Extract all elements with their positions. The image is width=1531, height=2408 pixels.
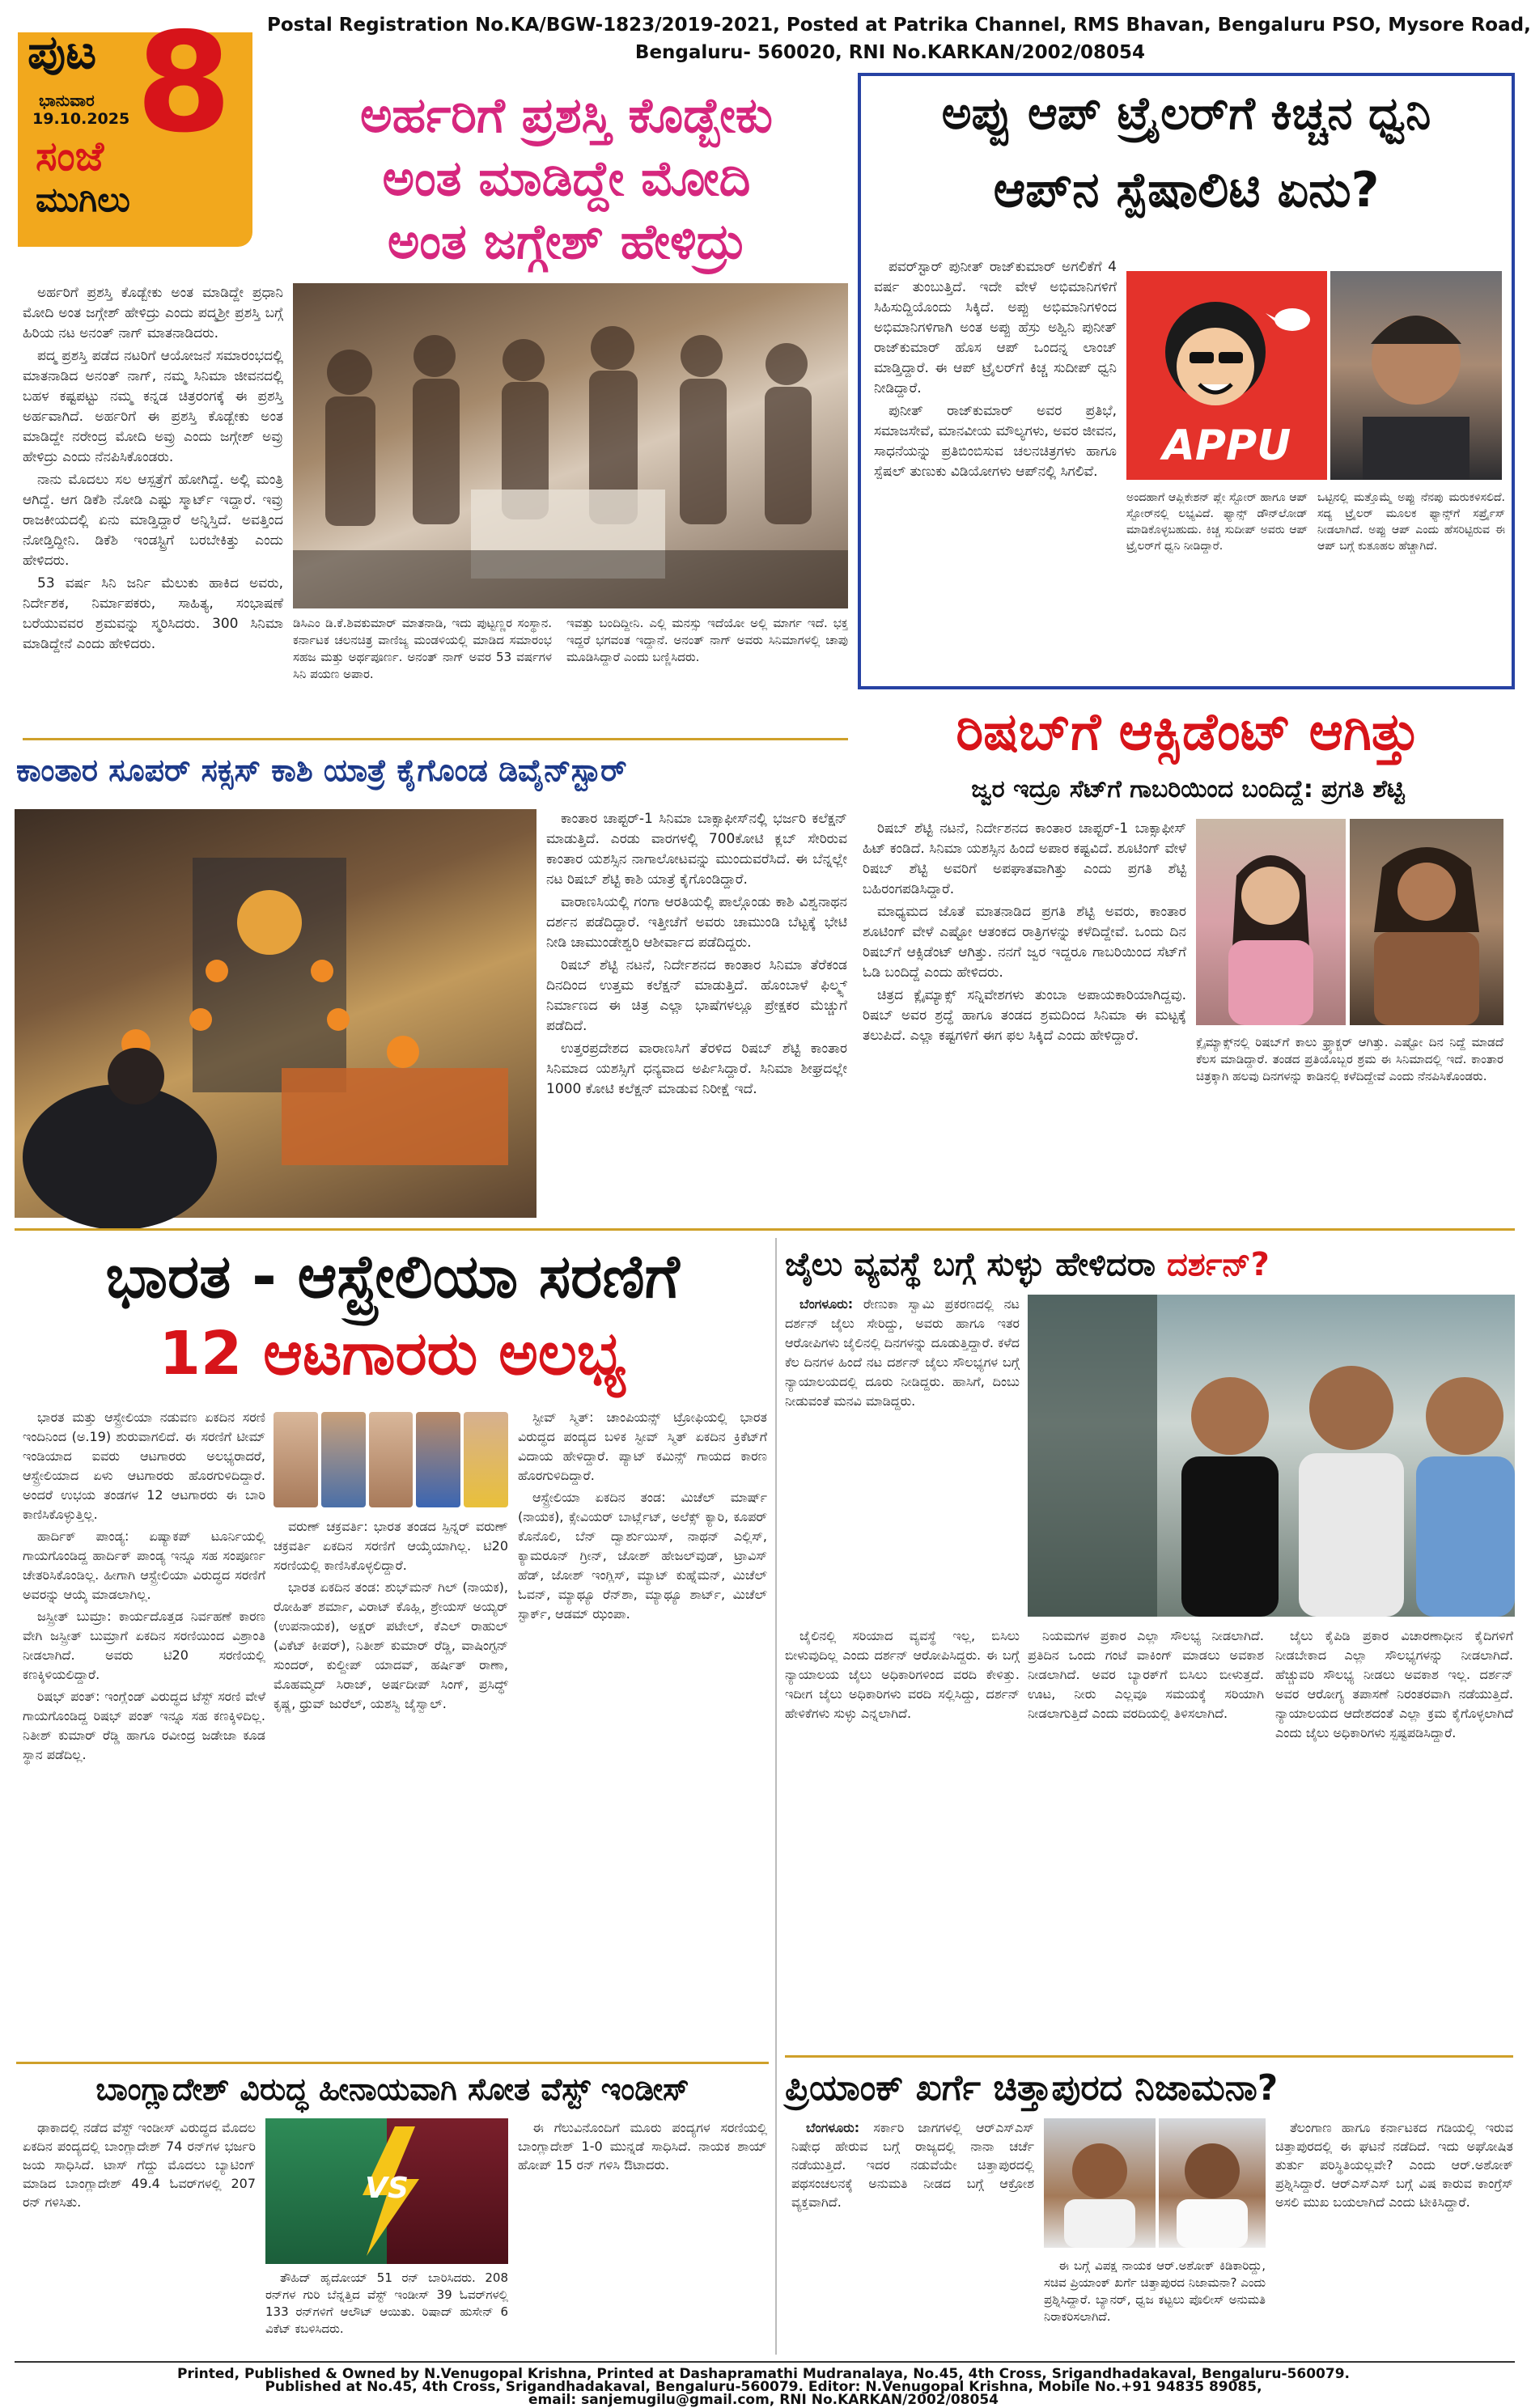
priyank-body-column-2 (1044, 2258, 1266, 2355)
jaggesh-headline-2: ಅಂತ ಮಾಡಿದ್ದೇ ಮೋದಿ (382, 150, 751, 207)
priyank-body-p1: ಸರ್ಕಾರಿ ಜಾಗಗಳಲ್ಲಿ ಆರ್‌ಎಸ್‌ಎಸ್ ನಿಷೇಧ ಹೇರುವ ಬಗ್ಗೆ ರಾಜ್ಯದಲ್ಲಿ ನಾನಾ ಚರ್ಚೆ ನಡೆಯುತ್ತಿದೆ. ಇದರ ನಡುವೆಯೇ ಚಿತ್ತಾಪುರದಲ್ಲಿ ಪಥಸಂಚಲನಕ್ಕೆ ಅನುಮತಿ ನೀಡದ ಬಗ್ಗೆ ಆಕ್ರೋಶ ವ್ಯಕ್ತವಾಗಿದೆ. (791, 2120, 1034, 2210)
cricket-body-p8: ಆಸ್ಟ್ರೇಲಿಯಾ ಏಕದಿನ ತಂಡ: ಮಿಚೆಲ್ ಮಾರ್ಷ್ (ನಾಯಕ), ಕ್ಸೇವಿಯರ್ ಬಾರ್ಟ್ಲೆಟ್, ಅಲೆಕ್ಸ್ ಕ್ಯಾರಿ, ಕೂಪರ್ ಕೊನೊಲಿ, ಬೆನ್ ದ್ವಾರ್ಶುಯಿಸ್, ನಾಥನ್ ಎಲ್ಲಿಸ್, ಕ್ಯಾಮರೂನ್ ಗ್ರೀನ್, ಜೋಶ್ ಹೇಜಲ್‌ವುಡ್, ಟ್ರಾವಿಸ್ ಹೆಡ್, ಜೋಶ್ ಇಂಗ್ಲಿಸ್, ಮ್ಯಾಟ್ ಕುಹ್ನೆಮನ್, ಮಿಚೆಲ್ ಓವನ್, ಮ್ಯಾಥ್ಯೂ ರೆನ್‌ಶಾ, ಮ್ಯಾಥ್ಯೂ ಶಾರ್ಟ್, ಮಿಚೆಲ್ ಸ್ಟಾರ್ಕ್, ಆಡಮ್ ಝಂಪಾ. (518, 1490, 767, 1622)
priyank-body-column-3 (1275, 2118, 1513, 2355)
priyank-body-p3: ತೆಲಂಗಾಣ ಹಾಗೂ ಕರ್ನಾಟಕದ ಗಡಿಯಲ್ಲಿ ಇರುವ ಚಿತ್ತಾಪುರದಲ್ಲಿ ಈ ಘಟನೆ ನಡೆದಿದೆ. ಇದು ಅಘೋಷಿತ ತುರ್ತು ಪರಿಸ್ಥಿತಿಯಲ್ಲವೇ? ಎಂದು ಆರ್.ಅಶೋಕ್ ಪ್ರಶ್ನಿಸಿದ್ದಾರೆ. ಆರ್‌ಎಸ್‌ಎಸ್ ಬಗ್ಗೆ ವಿಷ ಕಾರುವ ಕಾಂಗ್ರೆಸ್ ಅಸಲಿ ಮುಖ ಬಯಲಾಗಿದೆ ಎಂದು ಟೀಕಿಸಿದ್ದಾರೆ. (1275, 2120, 1513, 2210)
rishab-body-p2: ಮಾಧ್ಯಮದ ಜೊತೆ ಮಾತನಾಡಿದ ಪ್ರಗತಿ ಶೆಟ್ಟಿ ಅವರು, ಕಾಂತಾರ ಶೂಟಿಂಗ್ ವೇಳೆ ಎಷ್ಟೋ ಆತಂಕದ ರಾತ್ರಿಗಳನ್ನು ಕಳೆದಿದ್ದೇವೆ. ಒಂದು ದಿನ ರಿಷಬ್‌ಗೆ ಆಕ್ಸಿಡೆಂಟ್ ಆಗಿತ್ತು. ನನಗೆ ಜ್ವರ ಇದ್ದರೂ ಗಾಬರಿಯಿಂದ ಸೆಟ್‌ಗೆ ಓಡಿ ಬಂದಿದ್ದೆ ಎಂದು ಹೇಳಿದರು. (863, 904, 1186, 981)
jaggesh-body-p2: ಪದ್ಮ ಪ್ರಶಸ್ತಿ ಪಡೆದ ನಟರಿಗೆ ಆಯೋಜನೆ ಸಮಾರಂಭದಲ್ಲಿ ಮಾತನಾಡಿದ ಅನಂತ್ ನಾಗ್, ನಮ್ಮ ಸಿನಿಮಾ ಜೀವನದಲ್ಲಿ ಬಹಳ ಕಷ್ಟಪಟ್ಟು ನಮ್ಮ ಕನ್ನಡ ಚಿತ್ರರಂಗಕ್ಕೆ ಈ ಪ್ರಶಸ್ತಿ ಅರ್ಹವಾಗಿದೆ. ಅರ್ಹರಿಗೆ ಈ ಪ್ರಶಸ್ತಿ ಕೊಡ್ಬೇಕು ಅಂತ ಮಾಡಿದ್ದೇ ನರೇಂದ್ರ ಮೋದಿ ಅವ್ರು ಎಂದು ಜಗ್ಗೇಶ್ ಅವ್ರು ಹೇಳಿದ್ರು ಎಂದು ನೆನಪಿಸಿಕೊಂಡರು. (23, 348, 283, 465)
darshan-headline (785, 1246, 1513, 1283)
darshan-body-column-2 (785, 1626, 1020, 2047)
postal-line-1: Postal Registration No.KA/BGW-1823/2019-2021, Posted at Patrika Channel, RMS Bhavan, Bengaluru PSO, Mysore Road, (267, 15, 1531, 36)
kantara-body-p2: ವಾರಾಣಸಿಯಲ್ಲಿ ಗಂಗಾ ಆರತಿಯಲ್ಲಿ ಪಾಲ್ಗೊಂಡು ಕಾಶಿ ವಿಶ್ವನಾಥನ ದರ್ಶನ ಪಡೆದಿದ್ದಾರೆ. ಇತ್ತೀಚೆಗೆ ಅವರು ಚಾಮುಂಡಿ ಬೆಟ್ಟಕ್ಕೆ ಭೇಟಿ ನೀಡಿ ಚಾಮುಂಡೇಶ್ವರಿ ಆಶೀರ್ವಾದ ಪಡೆದಿದ್ದರು. (546, 894, 847, 951)
jaggesh-event-photo (293, 283, 848, 608)
rishab-subhead: ಜ್ವರ ಇದ್ರೂ ಸೆಟ್‌ಗೆ ಗಾಬರಿಯಿಂದ ಬಂದಿದ್ದೆ: ಪ್ರಗತಿ ಶೆಟ್ಟಿ (971, 775, 1405, 803)
appu-caption-1: ಅಂದಹಾಗೆ ಆಪ್ಲಿಕೇಶನ್ ಪ್ಲೇ ಸ್ಟೋರ್ ಹಾಗೂ ಆಪ್ ಸ್ಟೋರ್‌ನಲ್ಲಿ ಲಭ್ಯವಿದೆ. ಫ್ಯಾನ್ಸ್ ಡೌನ್‌ಲೋಡ್ ಮಾಡಿಕೊಳ್ಳಬಹುದು. ಕಿಚ್ಚ ಸುದೀಪ್ ಅವರು ಆಪ್ ಟ್ರೈಲರ್‌ಗೆ ಧ್ವನಿ ನೀಡಿದ್ದಾರೆ. (1126, 491, 1308, 553)
kantara-body-p1: ಕಾಂತಾರ ಚಾಪ್ಟರ್-1 ಸಿನಿಮಾ ಬಾಕ್ಸಾಫೀಸ್‌ನಲ್ಲಿ ಭರ್ಜರಿ ಕಲೆಕ್ಷನ್ ಮಾಡುತ್ತಿದೆ. ಎರಡು ವಾರಗಳಲ್ಲಿ 700ಕೋಟಿ ಕ್ಲಬ್ ಸೇರಿರುವ ಕಾಂತಾರ ಯಶಸ್ಸಿನ ನಾಗಾಲೋಟವನ್ನು ಮುಂದುವರೆಸಿದೆ. ಈ ಬೆನ್ನಲ್ಲೇ ನಟ ರಿಷಬ್ ಶೆಟ್ಟಿ ಕಾಶಿ ಯಾತ್ರೆ ಕೈಗೊಂಡಿದ್ದಾರೆ. (546, 811, 847, 888)
rishab-caption: ಕ್ಲೈಮ್ಯಾಕ್ಸ್‌ನಲ್ಲಿ ರಿಷಬ್‌ಗೆ ಕಾಲು ಫ್ರ್ಯಾಕ್ಚರ್ ಆಗಿತ್ತು. ಎಷ್ಟೋ ದಿನ ನಿದ್ದೆ ಮಾಡದೆ ಕೆಲಸ ಮಾಡಿದ್ದಾರೆ. ತಂಡದ ಪ್ರತಿಯೊಬ್ಬರ ಶ್ರಮ ಈ ಸಿನಿಮಾದಲ್ಲಿ ಇದೆ. ಕಾಂತಾರ ಚಿತ್ರಕ್ಕಾಗಿ ಹಲವು ದಿನಗಳನ್ನು ಕಾಡಿನಲ್ಲಿ ಕಳೆದಿದ್ದೇವೆ ಎಂದು ನೆನಪಿಸಿಕೊಂಡರು. (1196, 1035, 1503, 1083)
right-column-divider (775, 1238, 777, 2355)
darshan-body-column-1 (785, 1295, 1020, 1618)
darshan-body-p1: ರೇಣುಕಾ ಸ್ವಾಮಿ ಪ್ರಕರಣದಲ್ಲಿ ನಟ ದರ್ಶನ್ ಜೈಲು ಸೇರಿದ್ದು, ಅವರು ಹಾಗೂ ಇತರ ಆರೋಪಿಗಳು ಜೈಲಿನಲ್ಲಿ ದಿನಗಳನ್ನು ದೂಡುತ್ತಿದ್ದಾರೆ. ಕಳೆದ ಕೆಲ ದಿನಗಳ ಹಿಂದೆ ನಟ ದರ್ಶನ್ ಜೈಲು ಸೌಲಭ್ಯಗಳ ಬಗ್ಗೆ ನ್ಯಾಯಾಲಯದಲ್ಲಿ ದೂರು ನೀಡಿದ್ದರು. ಹಾಸಿಗೆ, ದಿಂಬು ನೀಡುವಂತೆ ಮನವಿ ಮಾಡಿದ್ದರು. (785, 1296, 1020, 1409)
appu-headline-2: ಆಪ್‌ನ ಸ್ಪೆಷಾಲಿಟಿ ಏನು? (993, 162, 1380, 218)
darshan-dateline-p (785, 1295, 1020, 1411)
westindies-body-column-3 (518, 2118, 767, 2353)
footer-rule (15, 2361, 1515, 2363)
priyank-dateline-p (791, 2118, 1034, 2211)
vs-label: VS (365, 2172, 409, 2205)
jaggesh-headline-3: ಅಂತ ಜಗ್ಗೇಶ್ ಹೇಳಿದ್ರು (387, 214, 746, 270)
cricket-body-p3: ಜಸ್ಪ್ರೀತ್ ಬುಮ್ರಾ: ಕಾರ್ಯದೊತ್ತಡ ನಿರ್ವಹಣೆ ಕಾರಣ ವೇಗಿ ಜಸ್ಪ್ರೀತ್ ಬುಮ್ರಾಗೆ ಏಕದಿನ ಸರಣಿಯಿಂದ ವಿಶ್ರಾಂತಿ ನೀಡಲಾಗಿದೆ. ಅವರು ಟಿ20 ಸರಣಿಯಲ್ಲಿ ಕಣಕ್ಕಿಳಿಯಲಿದ್ದಾರೆ. (23, 1609, 265, 1682)
darshan-headline-name: ದರ್ಶನ್? (1166, 1246, 1270, 1283)
date-label: 19.10.2025 (32, 110, 130, 128)
kantara-kashi-photo (15, 809, 536, 1218)
rishab-portrait-illustration (1350, 819, 1503, 1025)
appu-headline-1: ಅಪ್ಪು ಆಪ್ ಟ್ರೈಲರ್‌ಗೆ ಕಿಚ್ಚನ ಧ್ವನಿ (941, 87, 1431, 140)
darshan-headline-text: ಜೈಲು ವ್ಯವಸ್ಥೆ ಬಗ್ಗೆ ಸುಳ್ಳು ಹೇಳಿದರಾ (785, 1246, 1167, 1283)
pragathi-portrait-illustration (1196, 819, 1346, 1025)
sudeep-portrait-illustration (1330, 271, 1502, 480)
westindies-body-column-1 (23, 2118, 256, 2353)
appu-caption-2: ಒಟ್ಟಿನಲ್ಲಿ ಮತ್ತೊಮ್ಮೆ ಅಪ್ಪು ನೆನಪು ಮರುಕಳಿಸಲಿದೆ. ಸದ್ಯ ಟ್ರೈಲರ್ ಮೂಲಕ ಫ್ಯಾನ್ಸ್‌ಗೆ ಸರ್ಪ್ರೈಸ್ ನೀಡಲಾಗಿದೆ. ಅಪ್ಪು ಆಪ್ ಎಂದು ಹೆಸರಿಟ್ಟಿರುವ ಈ ಆಪ್ ಬಗ್ಗೆ ಕುತೂಹಲ ಹೆಚ್ಚಾಗಿದೆ. (1317, 491, 1505, 553)
darshan-body-p2: ಜೈಲಿನಲ್ಲಿ ಸರಿಯಾದ ವ್ಯವಸ್ಥೆ ಇಲ್ಲ, ಬಿಸಿಲು ಬೀಳುವುದಿಲ್ಲ ಎಂದು ದರ್ಶನ್ ಆರೋಪಿಸಿದ್ದರು. ಈ ಬಗ್ಗೆ ನ್ಯಾಯಾಲಯ ಜೈಲು ಅಧಿಕಾರಿಗಳಿಂದ ವರದಿ ಕೇಳಿತ್ತು. ಇದೀಗ ಜೈಲು ಅಧಿಕಾರಿಗಳು ವರದಿ ಸಲ್ಲಿಸಿದ್ದು, ದರ್ಶನ್ ಹೇಳಿಕೆಗಳು ಸುಳ್ಳು ಎನ್ನಲಾಗಿದೆ. (785, 1628, 1020, 1721)
cricket-body-p1: ಭಾರತ ಮತ್ತು ಆಸ್ಟ್ರೇಲಿಯಾ ನಡುವಣ ಏಕದಿನ ಸರಣಿ ಇಂದಿನಿಂದ (ಅ.19) ಶುರುವಾಗಲಿದೆ. ಈ ಸರಣಿಗೆ ಟೀಮ್ ಇಂಡಿಯಾದ ಐವರು ಆಟಗಾರರು ಅಲಭ್ಯರಾದರೆ, ಆಸ್ಟ್ರೇಲಿಯಾದ ಏಳು ಆಟಗಾರರು ಹೊರಗುಳಿದಿದ್ದಾರೆ. ಅಂದರೆ ಉಭಯ ತಂಡಗಳ 12 ಆಟಗಾರರು ಈ ಬಾರಿ ಕಾಣಿಸಿಕೊಳ್ಳುತ್ತಿಲ್ಲ. (23, 1410, 265, 1522)
footer-line-3: email: sanjemugilu@gmail.com, RNI No.KARKAN/2002/08054 (528, 2392, 999, 2408)
pragathi-shetty-photo (1196, 819, 1346, 1025)
postal-line-2: Bengaluru- 560020, RNI No.KARKAN/2002/08054 (634, 42, 1146, 63)
cricket-body-p6: ವರುಣ್ ಚಕ್ರವರ್ತಿ: ಭಾರತ ತಂಡದ ಸ್ಪಿನ್ನರ್ ವರುಣ್ ಚಕ್ರವರ್ತಿ ಏಕದಿನ ಸರಣಿಗೆ ಆಯ್ಕೆಯಾಗಿಲ್ಲ. ಟಿ20 ಸರಣಿಯಲ್ಲಿ ಕಾಣಿಸಿಕೊಳ್ಳಲಿದ್ದಾರೆ. (274, 1519, 508, 1573)
cricket-body-column-3 (518, 1408, 767, 2055)
cricket-body-column-2 (274, 1517, 508, 2055)
westindies-body-p1: ಢಾಕಾದಲ್ಲಿ ನಡೆದ ವೆಸ್ಟ್ ಇಂಡೀಸ್ ವಿರುದ್ಧದ ಮೊದಲ ಏಕದಿನ ಪಂದ್ಯದಲ್ಲಿ ಬಾಂಗ್ಲಾದೇಶ್ 74 ರನ್‌ಗಳ ಭರ್ಜರಿ ಜಯ ಸಾಧಿಸಿದೆ. ಟಾಸ್ ಗೆದ್ದು ಮೊದಲು ಬ್ಯಾಟಿಂಗ್ ಮಾಡಿದ ಬಾಂಗ್ಲಾದೇಶ್ 49.4 ಓವರ್‌ಗಳಲ್ಲಿ 207 ರನ್ ಗಳಿಸಿತು. (23, 2120, 256, 2210)
darshan-bottom-rule (785, 2055, 1513, 2058)
puta-label: ಪುಟ (28, 24, 97, 79)
ashok-photo (1044, 2118, 1156, 2248)
appu-logo-text: APPU (1162, 422, 1291, 470)
darshan-dateline: ಬೆಂಗಳೂರು: (799, 1296, 854, 1312)
darshan-group-illustration (1028, 1295, 1515, 1617)
darshan-body-column-4 (1275, 1626, 1513, 2047)
cricket-body-p2: ಹಾರ್ದಿಕ್ ಪಾಂಡ್ಯ: ಏಷ್ಯಾಕಪ್ ಟೂರ್ನಿಯಲ್ಲಿ ಗಾಯಗೊಂಡಿದ್ದ ಹಾರ್ದಿಕ್ ಪಾಂಡ್ಯ ಇನ್ನೂ ಸಹ ಸಂಪೂರ್ಣ ಚೇತರಿಸಿಕೊಂಡಿಲ್ಲ. ಹೀಗಾಗಿ ಆಸ್ಟ್ರೇಲಿಯಾ ವಿರುದ್ಧದ ಸರಣಿಗೆ ಅವರನ್ನು ಆಯ್ಕೆ ಮಾಡಲಾಗಿಲ್ಲ. (23, 1528, 265, 1602)
player-photo-4 (416, 1412, 460, 1507)
page-number: 8 (136, 3, 232, 163)
kantara-body-p3: ರಿಷಬ್ ಶೆಟ್ಟಿ ನಟನೆ, ನಿರ್ದೇಶನದ ಕಾಂತಾರ ಸಿನಿಮಾ ತೆರೆಕಂಡ ದಿನದಿಂದ ಉತ್ತಮ ಕಲೆಕ್ಷನ್ ಮಾಡುತ್ತಿದೆ. ಹೊಂಬಾಳೆ ಫಿಲ್ಮ್ಸ್ ನಿರ್ಮಾಣದ ಈ ಚಿತ್ರ ಎಲ್ಲಾ ಭಾಷೆಗಳಲ್ಲೂ ಪ್ರೇಕ್ಷಕರ ಮೆಚ್ಚುಗೆ ಪಡೆದಿದೆ. (546, 957, 847, 1034)
westindies-body-p2: ತೌಹಿದ್ ಹೃದೋಯ್ 51 ರನ್ ಬಾರಿಸಿದರು. 208 ರನ್‌ಗಳ ಗುರಿ ಬೆನ್ನತ್ತಿದ ವೆಸ್ಟ್ ಇಂಡೀಸ್ 39 ಓವರ್‌ಗಳಲ್ಲಿ 133 ರನ್‌ಗಳಿಗೆ ಆಲೌಟ್ ಆಯಿತು. ರಿಷಾದ್ ಹುಸೇನ್ 6 ವಿಕೆಟ್ ಕಬಳಿಸಿದರು. (265, 2270, 508, 2336)
day-label: ಭಾನುವಾರ (39, 91, 95, 110)
appu-body-column (874, 257, 1117, 666)
priyank-headline: ಪ್ರಿಯಾಂಕ್ ಖರ್ಗೆ ಚಿತ್ತಾಪುರದ ನಿಜಾಮನಾ? (785, 2067, 1279, 2109)
paper-name-1: ಸಂಜೆ (36, 133, 104, 180)
priyank-body-column-1 (791, 2118, 1034, 2355)
appu-body-p2: ಪುನೀತ್ ರಾಜ್‌ಕುಮಾರ್ ಅವರ ಪ್ರತಿಭೆ, ಸಮಾಜಸೇವೆ, ಮಾನವೀಯ ಮೌಲ್ಯಗಳು, ಅವರ ಜೀವನ, ಸಾಧನೆಯನ್ನು ಪ್ರತಿಬಿಂಬಿಸುವ ಚಲನಚಿತ್ರಗಳು ಹಾಗೂ ಸ್ಪೆಷಲ್ ತುಣುಕು ವಿಡಿಯೋಗಳು ಆಪ್‌ನಲ್ಲಿ ಸಿಗಲಿವೆ. (874, 403, 1117, 480)
westindies-headline: ಬಾಂಗ್ಲಾದೇಶ್ ವಿರುದ್ಧ ಹೀನಾಯವಾಗಿ ಸೋತ ವೆಸ್ಟ್ ಇಂಡೀಸ್ (95, 2071, 689, 2107)
jaggesh-body-p4: 53 ವರ್ಷ ಸಿನಿ ಜರ್ನಿ ಮೆಲುಕು ಹಾಕಿದ ಅವರು, ನಿರ್ದೇಶಕ, ನಿರ್ಮಾಪಕರು, ಸಾಹಿತ್ಯ, ಸಂಭಾಷಣೆ ಬರೆಯುವವರ ಶ್ರಮವನ್ನು ಸ್ಮರಿಸಿದರು. 300 ಸಿನಿಮಾ ಮಾಡಿದ್ದೇನೆ ಎಂದು ಹೇಳಿದರು. (23, 575, 283, 652)
jaggesh-caption-2: ಇವತ್ತು ಬಂದಿದ್ದೀನಿ. ಎಲ್ಲಿ ಮನಸ್ಸು ಇದೆಯೋ ಅಲ್ಲಿ ಮಾರ್ಗ ಇದೆ. ಭಕ್ತ ಇದ್ದರೆ ಭಗವಂತ ಇದ್ದಾನೆ. ಅನಂತ್ ನಾಗ್ ಅವರು ಸಿನಿಮಾಗಳಲ್ಲಿ ಚಾಪು ಮೂಡಿಸಿದ್ದಾರೆ ಎಂದು ಬಣ್ಣಿಸಿದರು. (566, 616, 848, 664)
cricket-headline-2: 12 ಆಟಗಾರರು ಅಲಭ್ಯ (159, 1319, 626, 1388)
jaggesh-caption-1: ಡಿಸಿಎಂ ಡಿ.ಕೆ.ಶಿವಕುಮಾರ್ ಮಾತನಾಡಿ, ಇದು ಪುಟ್ಟಣ್ಣರ ಸಂಸ್ಥಾನ. ಕರ್ನಾಟಕ ಚಲನಚಿತ್ರ ವಾಣಿಜ್ಯ ಮಂಡಳಿಯಲ್ಲಿ ಮಾಡಿದ ಸಮಾರಂಭ ಸಹಜ ಮತ್ತು ಅರ್ಥಪೂರ್ಣ. ಅನಂತ್ ನಾಗ್ ಅವರ 53 ವರ್ಷಗಳ ಸಿನಿ ಪಯಣ ಅಪಾರ. (293, 616, 552, 681)
rishab-character-photo (1350, 819, 1503, 1025)
westindies-body-p3: ಈ ಗೆಲುವಿನೊಂದಿಗೆ ಮೂರು ಪಂದ್ಯಗಳ ಸರಣಿಯಲ್ಲಿ ಬಾಂಗ್ಲಾದೇಶ್ 1-0 ಮುನ್ನಡೆ ಸಾಧಿಸಿದೆ. ನಾಯಕ ಶಾಯ್ ಹೋಪ್ 15 ರನ್ ಗಳಿಸಿ ಔಟಾದರು. (518, 2120, 767, 2173)
darshan-body-column-3 (1028, 1626, 1264, 2047)
sudeep-photo (1330, 271, 1502, 480)
cricket-body-p5: ಸ್ಟೀವ್ ಸ್ಮಿತ್: ಚಾಂಪಿಯನ್ಸ್ ಟ್ರೋಫಿಯಲ್ಲಿ ಭಾರತ ವಿರುದ್ಧದ ಪಂದ್ಯದ ಬಳಿಕ ಸ್ಟೀವ್ ಸ್ಮಿತ್ ಏಕದಿನ ಕ್ರಿಕೆಟ್‌ಗೆ ವಿದಾಯ ಹೇಳಿದ್ದಾರೆ. ಪ್ಯಾಟ್ ಕಮಿನ್ಸ್ ಗಾಯದ ಕಾರಣ ಹೊರಗುಳಿದಿದ್ದಾರೆ. (518, 1410, 767, 1483)
rishab-body-column (863, 819, 1186, 1223)
footer-line-2: Published at No.45, 4th Cross, Srigandhadakaval, Bengaluru-560079. Editor: N.Venugopal Krishna, Mobile No.+91 94835 89085, (265, 2379, 1262, 2395)
kantara-body-p4: ಉತ್ತರಪ್ರದೇಶದ ವಾರಾಣಸಿಗೆ ತೆರಳಿದ ರಿಷಬ್ ಶೆಟ್ಟಿ ಕಾಂತಾರ ಸಿನಿಮಾದ ಯಶಸ್ಸಿಗೆ ಧನ್ಯವಾದ ಅರ್ಪಿಸಿದ್ದಾರೆ. ಸಿನಿಮಾ ಶೀಘ್ರದಲ್ಲೇ 1000 ಕೋಟಿ ಕಲೆಕ್ಷನ್ ಮಾಡುವ ನಿರೀಕ್ಷೆ ಇದೆ. (546, 1041, 847, 1097)
priyank-kharge-photo (1159, 2118, 1266, 2248)
priyank-dateline: ಬೆಂಗಳೂರು: (806, 2120, 860, 2135)
ashok-portrait-illustration (1044, 2118, 1156, 2248)
player-photo-1 (274, 1412, 318, 1507)
appu-body-p1: ಪವರ್‌ಸ್ಟಾರ್ ಪುನೀತ್ ರಾಜ್‌ಕುಮಾರ್ ಅಗಲಿಕೆಗೆ 4 ವರ್ಷ ತುಂಬುತ್ತಿದೆ. ಇದೇ ವೇಳೆ ಅಭಿಮಾನಿಗಳಿಗೆ ಸಿಹಿಸುದ್ದಿಯೊಂದು ಸಿಕ್ಕಿದೆ. ಅಪ್ಪು ಅಭಿಮಾನಿಗಳಿಂದ ಅಭಿಮಾನಿಗಳಿಗಾಗಿ ಅಂತ ಅಪ್ಪು ಹೆಸ್ರು ಅಶ್ವಿನಿ ಪುನೀತ್ ರಾಜ್‌ಕುಮಾರ್ ಹೊಸ ಆಪ್ ಒಂದನ್ನ ಲಾಂಚ್ ಮಾಡ್ತಿದ್ದಾರೆ. ಈ ಆಪ್ ಟ್ರೈಲರ್‌ಗೆ ಕಿಚ್ಚ ಸುದೀಪ್ ಧ್ವನಿ ನೀಡಿದ್ದಾರೆ. (874, 259, 1117, 396)
appu-logo-panel (1126, 271, 1327, 480)
darshan-body-p4: ಜೈಲು ಕೈಪಿಡಿ ಪ್ರಕಾರ ವಿಚಾರಣಾಧೀನ ಕೈದಿಗಳಿಗೆ ನೀಡಬೇಕಾದ ಎಲ್ಲಾ ಸೌಲಭ್ಯಗಳನ್ನು ನೀಡಲಾಗಿದೆ. ಹೆಚ್ಚುವರಿ ಸೌಲಭ್ಯ ನೀಡಲು ಅವಕಾಶ ಇಲ್ಲ. ದರ್ಶನ್ ಅವರ ಆರೋಗ್ಯ ತಪಾಸಣೆ ನಿರಂತರವಾಗಿ ನಡೆಯುತ್ತಿದೆ. ನ್ಯಾಯಾಲಯದ ಆದೇಶದಂತೆ ಎಲ್ಲಾ ಕ್ರಮ ಕೈಗೊಳ್ಳಲಾಗಿದೆ ಎಂದು ಜೈಲು ಅಧಿಕಾರಿಗಳು ಸ್ಪಷ್ಟಪಡಿಸಿದ್ದಾರೆ. (1275, 1628, 1513, 1740)
kantara-body-column (546, 809, 847, 1223)
player-photo-2 (321, 1412, 366, 1507)
darshan-van-photo (1028, 1295, 1515, 1617)
jaggesh-headline-1: ಅರ್ಹರಿಗೆ ಪ್ರಶಸ್ತಿ ಕೊಡ್ಬೇಕು (360, 87, 773, 144)
rishab-body-p1: ರಿಷಬ್ ಶೆಟ್ಟಿ ನಟನೆ, ನಿರ್ದೇಶನದ ಕಾಂತಾರ ಚಾಪ್ಟರ್-1 ಬಾಕ್ಸಾಫೀಸ್ ಹಿಟ್ ಕಂಡಿದೆ. ಸಿನಿಮಾ ಯಶಸ್ಸಿನ ಹಿಂದೆ ಅಪಾರ ಕಷ್ಟವಿದೆ. ಶೂಟಿಂಗ್ ವೇಳೆ ರಿಷಬ್ ಶೆಟ್ಟಿ ಅವರಿಗೆ ಅಪಘಾತವಾಗಿತ್ತು ಎಂದು ಪ್ರಗತಿ ಶೆಟ್ಟಿ ಬಹಿರಂಗಪಡಿಸಿದ್ದಾರೆ. (863, 820, 1186, 897)
event-people-illustration (293, 283, 848, 608)
middle-section-rule (15, 1228, 1515, 1231)
jaggesh-body-column (23, 283, 283, 652)
rishab-headline: ರಿಷಬ್‌ಗೆ ಆಕ್ಸಿಡೆಂಟ್ ಆಗಿತ್ತು (956, 702, 1420, 762)
temple-worship-illustration (15, 809, 536, 1218)
rishab-body-p3: ಚಿತ್ರದ ಕ್ಲೈಮ್ಯಾಕ್ಸ್ ಸನ್ನಿವೇಶಗಳು ತುಂಬಾ ಅಪಾಯಕಾರಿಯಾಗಿದ್ದವು. ರಿಷಬ್ ಅವರ ಶ್ರದ್ಧೆ ಹಾಗೂ ತಂಡದ ಶ್ರಮದಿಂದ ಸಿನಿಮಾ ಈ ಮಟ್ಟಕ್ಕೆ ತಲುಪಿದೆ. ಎಲ್ಲಾ ಕಷ್ಟಗಳಿಗೆ ಈಗ ಫಲ ಸಿಕ್ಕಿದೆ ಎಂದು ಹೇಳಿದ್ದಾರೆ. (863, 987, 1186, 1044)
vs-graphic (265, 2118, 508, 2264)
priyank-portrait-illustration (1159, 2118, 1266, 2248)
jaggesh-body-p3: ನಾನು ಮೊದಲು ಸಲ ಆಸ್ಪತ್ರೆಗೆ ಹೋಗಿದ್ದೆ. ಅಲ್ಲಿ ಮಂತ್ರಿ ಆಗಿದ್ದೆ. ಆಗ ಡಿಕೆಶಿ ನೋಡಿ ಎಷ್ಟು ಸ್ಮಾರ್ಟ್ ಇದ್ದಾರೆ. ಇವ್ರು ರಾಜಕೀಯದಲ್ಲಿ ಏನು ಮಾಡ್ತಿದ್ದಾರೆ ಅನ್ನಿಸ್ತಿದೆ. ಅವತ್ತಿಂದ ನೋಡ್ತಿದ್ದೀನಿ. ಡಿಕೆಶಿ ಇಂಡಸ್ಟ್ರಿಗೆ ಬರಬೇಕಿತ್ತು ಎಂದು ಹೇಳಿದರು. (23, 472, 283, 569)
top-section-rule (23, 738, 848, 740)
jaggesh-body-p1: ಅರ್ಹರಿಗೆ ಪ್ರಶಸ್ತಿ ಕೊಡ್ಬೇಕು ಅಂತ ಮಾಡಿದ್ದೇ ಪ್ರಧಾನಿ ಮೋದಿ ಅಂತ ಜಗ್ಗೇಶ್ ಹೇಳಿದ್ರು ಎಂದು ಪದ್ಮಶ್ರೀ ಪ್ರಶಸ್ತಿ ಬಗ್ಗೆ ಹಿರಿಯ ನಟ ಅನಂತ್ ನಾಗ್ ಮಾತನಾಡಿದರು. (23, 285, 283, 341)
cricket-body-p7: ಭಾರತ ಏಕದಿನ ತಂಡ: ಶುಭ್‌ಮನ್ ಗಿಲ್ (ನಾಯಕ), ರೋಹಿತ್ ಶರ್ಮಾ, ವಿರಾಟ್ ಕೊಹ್ಲಿ, ಶ್ರೇಯಸ್ ಅಯ್ಯರ್ (ಉಪನಾಯಕ), ಅಕ್ಷರ್ ಪಟೇಲ್, ಕೆಎಲ್ ರಾಹುಲ್ (ವಿಕೆಟ್ ಕೀಪರ್), ನಿತೀಶ್ ಕುಮಾರ್ ರೆಡ್ಡಿ, ವಾಷಿಂಗ್ಟನ್ ಸುಂದರ್, ಕುಲ್ದೀಪ್ ಯಾದವ್, ಹರ್ಷಿತ್ ರಾಣಾ, ಮೊಹಮ್ಮದ್ ಸಿರಾಜ್, ಅರ್ಷದೀಪ್ ಸಿಂಗ್, ಪ್ರಸಿದ್ಧ್ ಕೃಷ್ಣ, ಧ್ರುವ್ ಜುರೆಲ್, ಯಶಸ್ವಿ ಜೈಸ್ವಾಲ್. (274, 1579, 508, 1711)
cricket-headline-1: ಭಾರತ - ಆಸ್ಟ್ರೇಲಿಯಾ ಸರಣಿಗೆ (105, 1242, 680, 1312)
footer-line-1: Printed, Published & Owned by N.Venugopal Krishna, Printed at Dashapramathi Mudranalaya, No.45, 4th Cross, Srigandhadakaval, Bengaluru-560079. (176, 2366, 1351, 2382)
kantara-headline: ಕಾಂತಾರ ಸೂಪರ್ ಸಕ್ಸಸ್ ಕಾಶಿ ಯಾತ್ರೆ ಕೈಗೊಂಡ ಡಿವೈನ್‌ಸ್ಟಾರ್ (16, 752, 627, 788)
paper-name-2: ಮುಗಿಲು (36, 180, 130, 219)
cricket-bottom-rule (16, 2062, 769, 2064)
priyank-body-p2: ಈ ಬಗ್ಗೆ ವಿಪಕ್ಷ ನಾಯಕ ಆರ್.ಅಶೋಕ್ ಕಿಡಿಕಾರಿದ್ದು, ಸಚಿವ ಪ್ರಿಯಾಂಕ್ ಖರ್ಗೆ ಚಿತ್ತಾಪುರದ ನಿಜಾಮನಾ? ಎಂದು ಪ್ರಶ್ನಿಸಿದ್ದಾರೆ. ಬ್ಯಾನರ್, ಧ್ವಜ ಕಟ್ಟಲು ಪೊಲೀಸ್ ಅನುಮತಿ ನಿರಾಕರಿಸಲಾಗಿದೆ. (1044, 2258, 1266, 2324)
darshan-body-p3: ನಿಯಮಗಳ ಪ್ರಕಾರ ಎಲ್ಲಾ ಸೌಲಭ್ಯ ನೀಡಲಾಗಿದೆ. ಪ್ರತಿದಿನ ಒಂದು ಗಂಟೆ ವಾಕಿಂಗ್ ಮಾಡಲು ಅವಕಾಶ ನೀಡಲಾಗಿದೆ. ಅವರ ಬ್ಯಾರಕ್‌ಗೆ ಬಿಸಿಲು ಬೀಳುತ್ತದೆ. ಊಟ, ನೀರು ಎಲ್ಲವೂ ಸಮಯಕ್ಕೆ ಸರಿಯಾಗಿ ನೀಡಲಾಗುತ್ತಿದೆ ಎಂದು ವರದಿಯಲ್ಲಿ ತಿಳಿಸಲಾಗಿದೆ. (1028, 1628, 1264, 1721)
cricket-body-p4: ರಿಷಭ್ ಪಂತ್: ಇಂಗ್ಲೆಂಡ್ ವಿರುದ್ಧದ ಟೆಸ್ಟ್ ಸರಣಿ ವೇಳೆ ಗಾಯಗೊಂಡಿದ್ದ ರಿಷಭ್ ಪಂತ್ ಇನ್ನೂ ಸಹ ಕಣಕ್ಕಿಳಿದಿಲ್ಲ. ನಿತೀಶ್ ಕುಮಾರ್ ರೆಡ್ಡಿ ಹಾಗೂ ರವೀಂದ್ರ ಜಡೇಜಾ ಕೂಡ ಸ್ಥಾನ ಪಡೆದಿಲ್ಲ. (23, 1689, 265, 1762)
player-photo-3 (369, 1412, 413, 1507)
cricket-body-column-1 (23, 1408, 265, 2055)
westindies-body-column-2 (265, 2270, 508, 2355)
player-photo-5 (464, 1412, 508, 1507)
cricket-player-photos (274, 1412, 508, 1507)
